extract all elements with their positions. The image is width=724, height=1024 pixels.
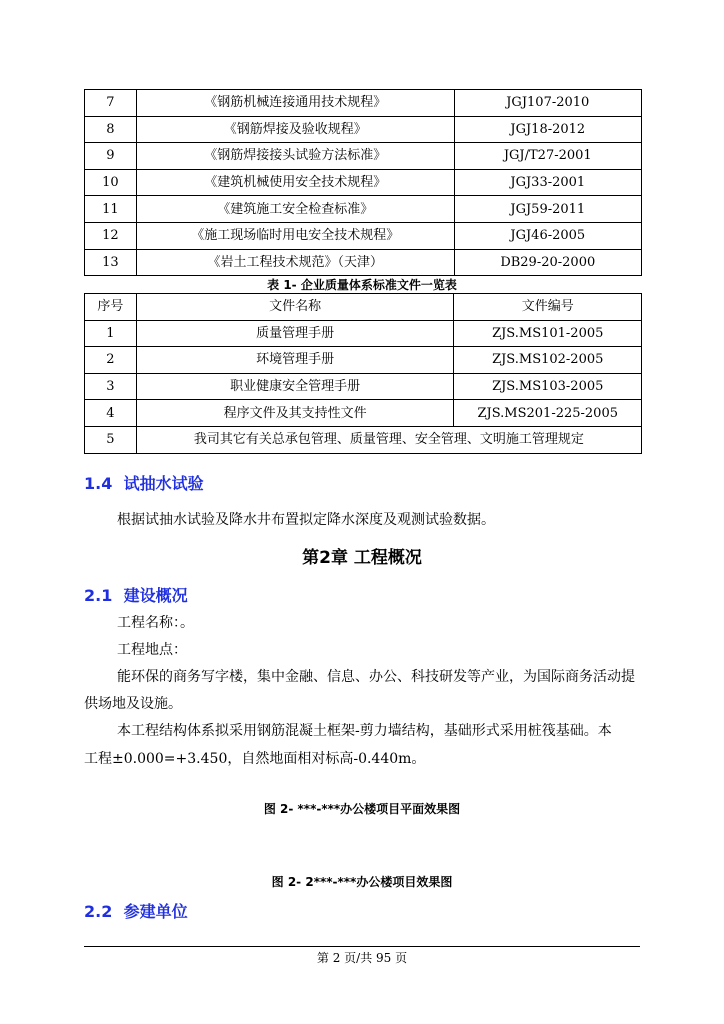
row-number: 11 (85, 196, 137, 223)
document-code: JGJ59-2011 (454, 196, 641, 223)
paragraph-1-4: 根据试抽水试验及降水井布置拟定降水深度及观测试验数据。 (117, 512, 495, 528)
document-name: 《钢筋焊接接头试验方法标准》 (136, 143, 454, 170)
document-name: 质量管理手册 (136, 320, 454, 347)
description-line-2: 供场地及设施。 (84, 696, 182, 712)
document-name: 我司其它有关总承包管理、质量管理、安全管理、文明施工管理规定 (136, 426, 641, 453)
document-code: ZJS.MS201-225-2005 (454, 400, 642, 427)
standards-table (84, 89, 642, 276)
document-name: 《钢筋焊接及验收规程》 (136, 116, 454, 143)
document-name: 程序文件及其支持性文件 (136, 400, 454, 427)
section-number: 1.4 (84, 474, 113, 493)
row-number: 8 (85, 116, 137, 143)
table-row (85, 347, 642, 374)
table-row (85, 249, 642, 276)
structure-line-2: 工程±0.000=+3.450，自然地面相对标高-0.440m。 (84, 751, 426, 767)
document-code: ZJS.MS102-2005 (454, 347, 642, 374)
document-name: 《施工现场临时用电安全技术规程》 (136, 222, 454, 249)
row-number: 13 (85, 249, 137, 276)
chapter-title: 第2章 工程概况 (302, 548, 422, 568)
document-name: 《建筑施工安全检查标准》 (136, 196, 454, 223)
footer-divider (84, 946, 640, 947)
row-number: 1 (85, 320, 137, 347)
section-heading-2-2 (84, 899, 188, 922)
table-row (85, 400, 642, 427)
quality-system-table (84, 293, 642, 454)
header-no: 序号 (85, 294, 137, 321)
table-row (85, 196, 642, 223)
document-code: DB29-20-2000 (454, 249, 641, 276)
section-heading-2-1 (84, 583, 188, 606)
document-code: ZJS.MS103-2005 (454, 373, 642, 400)
page-footer: 第 2 页/共 95 页 (316, 951, 408, 965)
document-code: JGJ33-2001 (454, 169, 641, 196)
document-name: 职业健康安全管理手册 (136, 373, 454, 400)
table-row (85, 169, 642, 196)
header-name: 文件名称 (136, 294, 454, 321)
section-title: 建设概况 (123, 586, 188, 605)
document-code: JGJ18-2012 (454, 116, 641, 143)
row-number: 9 (85, 143, 137, 170)
document-code: JGJ107-2010 (454, 90, 641, 117)
section-number: 2.1 (84, 586, 113, 605)
table-row (85, 426, 642, 453)
document-code: JGJ46-2005 (454, 222, 641, 249)
table-row (85, 90, 642, 117)
section-number: 2.2 (84, 902, 113, 921)
header-code: 文件编号 (454, 294, 642, 321)
document-name: 《岩土工程技术规范》（天津） (136, 249, 454, 276)
section-title: 参建单位 (123, 902, 188, 921)
table-row (85, 222, 642, 249)
table-header-row (85, 294, 642, 321)
row-number: 12 (85, 222, 137, 249)
document-name: 《钢筋机械连接通用技术规程》 (136, 90, 454, 117)
project-name-line: 工程名称：。 (117, 615, 194, 631)
figure-caption-1: 图 2- ***-***办公楼项目平面效果图 (263, 802, 461, 816)
table-row (85, 116, 642, 143)
row-number: 7 (85, 90, 137, 117)
row-number: 3 (85, 373, 137, 400)
row-number: 10 (85, 169, 137, 196)
row-number: 4 (85, 400, 137, 427)
document-code: ZJS.MS101-2005 (454, 320, 642, 347)
section-title: 试抽水试验 (123, 474, 204, 493)
figure-caption-2: 图 2- 2***-***办公楼项目效果图 (271, 875, 453, 889)
project-site-line: 工程地点： (117, 642, 187, 658)
document-name: 《建筑机械使用安全技术规程》 (136, 169, 454, 196)
table-row (85, 320, 642, 347)
section-heading-1-4 (84, 471, 204, 494)
structure-line-1: 本工程结构体系拟采用钢筋混凝土框架-剪力墙结构，基础形式采用桩筏基础。本 (117, 723, 612, 739)
table-row (85, 373, 642, 400)
row-number: 5 (85, 426, 137, 453)
document-code: JGJ/T27-2001 (454, 143, 641, 170)
table-row (85, 143, 642, 170)
description-line-1: 能环保的商务写字楼，集中金融、信息、办公、科技研发等产业，为国际商务活动提 (117, 669, 635, 685)
document-name: 环境管理手册 (136, 347, 454, 374)
row-number: 2 (85, 347, 137, 374)
table-caption: 表 1- 企业质量体系标准文件一览表 (267, 278, 457, 292)
